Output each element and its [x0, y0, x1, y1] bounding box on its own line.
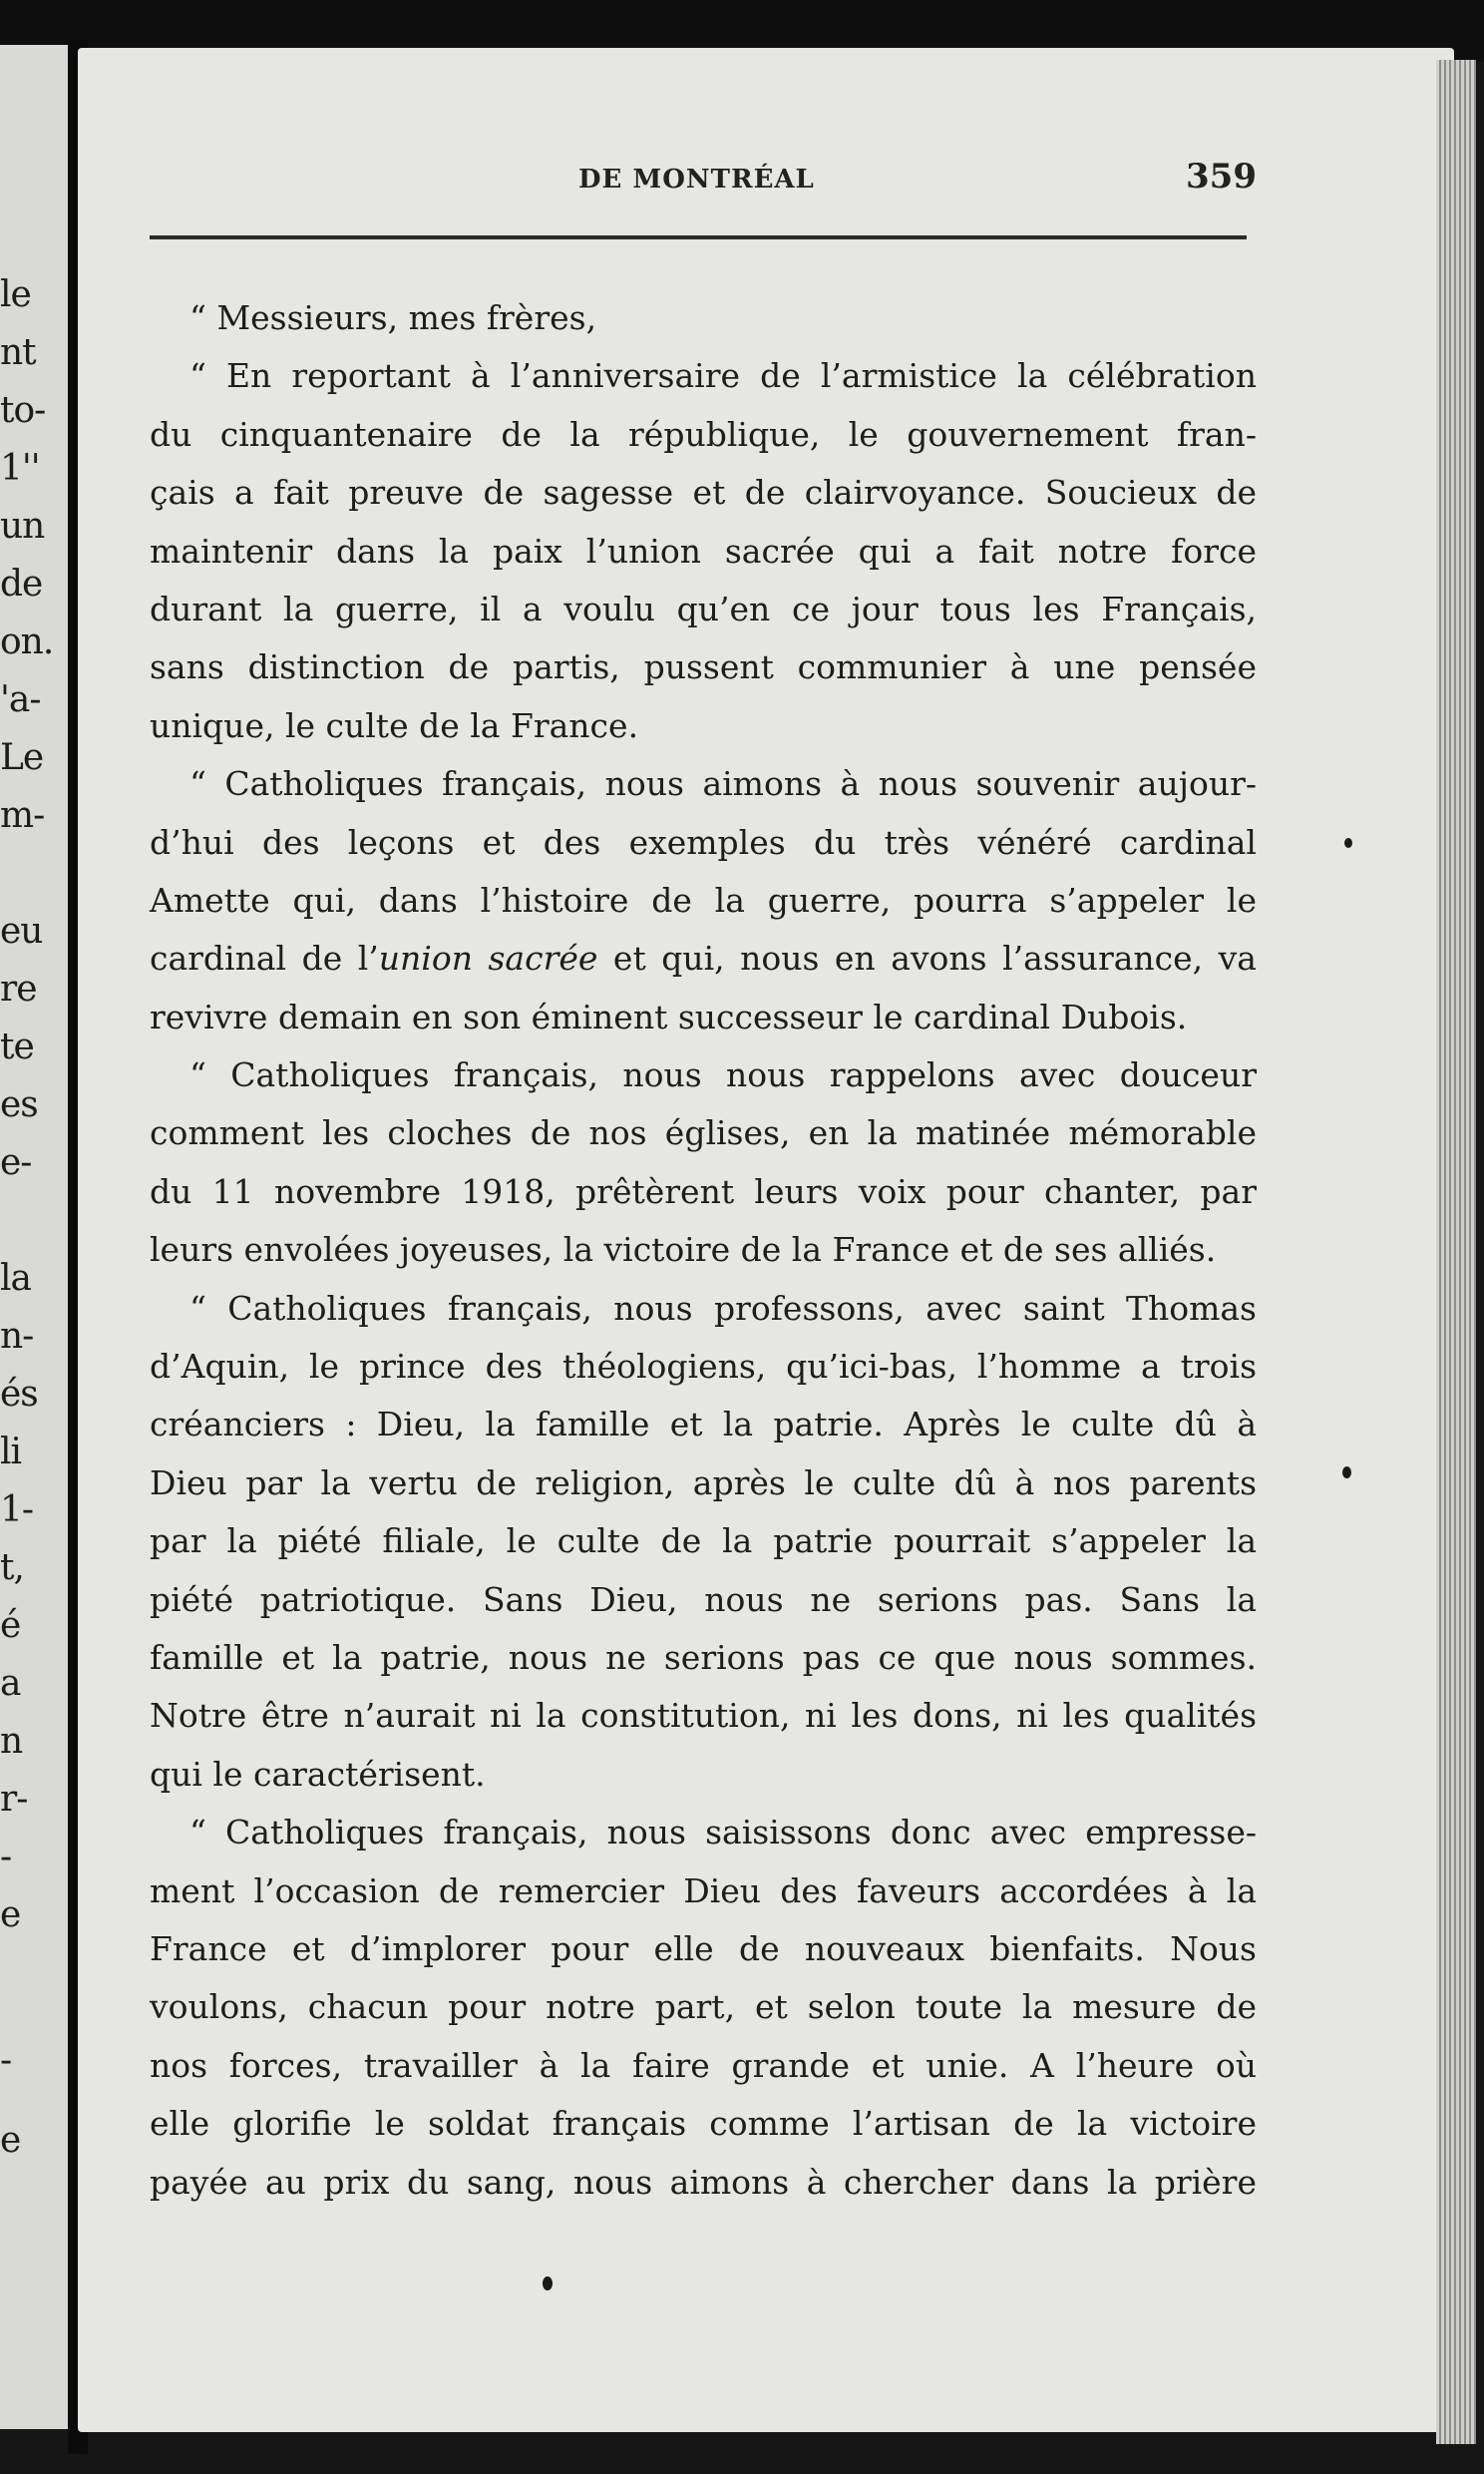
left-fragment: la: [0, 1258, 31, 1299]
text-line: “ Catholiques français, nous aimons à nous souvenir aujour-: [189, 764, 1257, 804]
left-fragment: e: [0, 1894, 21, 1935]
text-line: comment les cloches de nos églises, en la matinée mémorable: [150, 1113, 1257, 1153]
text-line: ment l’occasion de remercier Dieu des faveurs accordées à la: [150, 1870, 1257, 1910]
header-rule: [150, 235, 1247, 239]
text-line: piété patriotique. Sans Dieu, nous ne serions pas. Sans la: [150, 1579, 1257, 1619]
ink-speck: [1344, 838, 1352, 848]
page-header: [150, 157, 1257, 214]
text-line: “ Messieurs, mes frères,: [189, 298, 597, 337]
left-fragment: Le: [0, 737, 44, 778]
left-fragment: de: [0, 564, 43, 605]
left-fragment: nt: [0, 332, 36, 373]
text-line: durant la guerre, il a voulu qu’en ce jour tous les Français,: [150, 589, 1257, 628]
left-fragment: to-: [0, 390, 46, 431]
left-fragment: -: [0, 1837, 12, 1877]
text-line: du 11 novembre 1918, prêtèrent leurs voix pour chanter, par: [150, 1171, 1257, 1211]
text-line: “ En reportant à l’anniversaire de l’armistice la célébration: [189, 356, 1257, 396]
text-line: créanciers : Dieu, la famille et la patrie. Après le culte dû à: [150, 1405, 1257, 1444]
text-line: par la piété filiale, le culte de la patrie pourrait s’appeler la: [150, 1521, 1257, 1561]
text-line: unique, le culte de la France.: [150, 705, 639, 745]
running-title: DE MONTRÉAL: [578, 165, 815, 195]
text-line: leurs envolées joyeuses, la victoire de la France et de ses alliés.: [150, 1230, 1217, 1270]
text-segment: et qui, nous en avons l’assurance, va: [597, 939, 1257, 979]
left-fragment: n: [0, 1721, 23, 1762]
text-line-with-italic: [150, 930, 1257, 988]
left-fragment: t,: [0, 1547, 24, 1588]
left-fragment: é: [0, 1605, 21, 1646]
text-line: nos forces, travailler à la faire grande et unie. A l’heure où: [150, 2045, 1257, 2085]
text-line: qui le caractérisent.: [150, 1754, 486, 1794]
text-line: “ Catholiques français, nous saisissons donc avec empresse-: [189, 1813, 1257, 1853]
page-edges: [1436, 60, 1476, 2444]
text-line: maintenir dans la paix l’union sacrée qui a fait notre force: [150, 531, 1257, 571]
body-text: [150, 289, 1257, 2212]
left-fragment: re: [0, 969, 37, 1010]
page-number: 359: [1186, 157, 1257, 197]
left-fragment: m-: [0, 795, 45, 836]
left-fragment: r-: [0, 1779, 28, 1820]
left-fragment: le: [0, 274, 31, 315]
text-segment: cardinal de l’: [150, 939, 379, 979]
text-line: Amette qui, dans l’histoire de la guerre, pourra s’appeler le: [150, 880, 1257, 920]
left-fragment: es: [0, 1084, 38, 1125]
text-line: payée au prix du sang, nous aimons à chercher dans la prière: [150, 2162, 1257, 2202]
italic-phrase: union sacrée: [378, 939, 598, 979]
left-fragment: 1'': [0, 448, 40, 489]
text-line: revivre demain en son éminent successeur le cardinal Dubois.: [150, 997, 1188, 1036]
left-fragment: e-: [0, 1142, 32, 1183]
facing-page-fragment: [0, 45, 68, 2429]
ink-speck: [1342, 1466, 1351, 1478]
text-line: voulons, chacun pour notre part, et selon toute la mesure de: [150, 1987, 1257, 2027]
text-line: elle glorifie le soldat français comme l’artisan de la victoire: [150, 2104, 1257, 2144]
left-fragment: n-: [0, 1316, 34, 1357]
ink-speck: [543, 2276, 553, 2290]
left-fragment: eu: [0, 911, 43, 952]
left-fragment: te: [0, 1027, 34, 1067]
text-line: sans distinction de partis, pussent communier à une pensée: [150, 647, 1257, 687]
text-line: çais a fait preuve de sagesse et de clairvoyance. Soucieux de: [150, 473, 1257, 513]
text-line: “ Catholiques français, nous nous rappelons avec douceur: [189, 1055, 1257, 1095]
left-fragment: és: [0, 1374, 38, 1415]
left-fragment: 'a-: [0, 679, 41, 720]
left-fragment: a: [0, 1663, 21, 1704]
text-line: “ Catholiques français, nous professons, avec saint Thomas: [189, 1288, 1257, 1328]
text-line: du cinquantenaire de la république, le gouvernement fran-: [150, 414, 1257, 454]
text-line: famille et la patrie, nous ne serions pas ce que nous sommes.: [150, 1637, 1257, 1677]
text-line: France et d’implorer pour elle de nouveaux bienfaits. Nous: [150, 1928, 1257, 1968]
left-fragment: on.: [0, 621, 54, 662]
text-line: Dieu par la vertu de religion, après le culte dû à nos parents: [150, 1462, 1257, 1502]
left-fragment: 1-: [0, 1489, 34, 1530]
left-fragment: un: [0, 506, 45, 547]
text-line: d’Aquin, le prince des théologiens, qu’ici-bas, l’homme a trois: [150, 1347, 1257, 1387]
text-line: Notre être n’aurait ni la constitution, ni les dons, ni les qualités: [150, 1696, 1257, 1736]
left-fragment: -: [0, 2040, 12, 2081]
left-fragment: e: [0, 2120, 21, 2161]
text-line: d’hui des leçons et des exemples du très vénéré cardinal: [150, 822, 1257, 862]
left-fragment: li: [0, 1432, 22, 1472]
